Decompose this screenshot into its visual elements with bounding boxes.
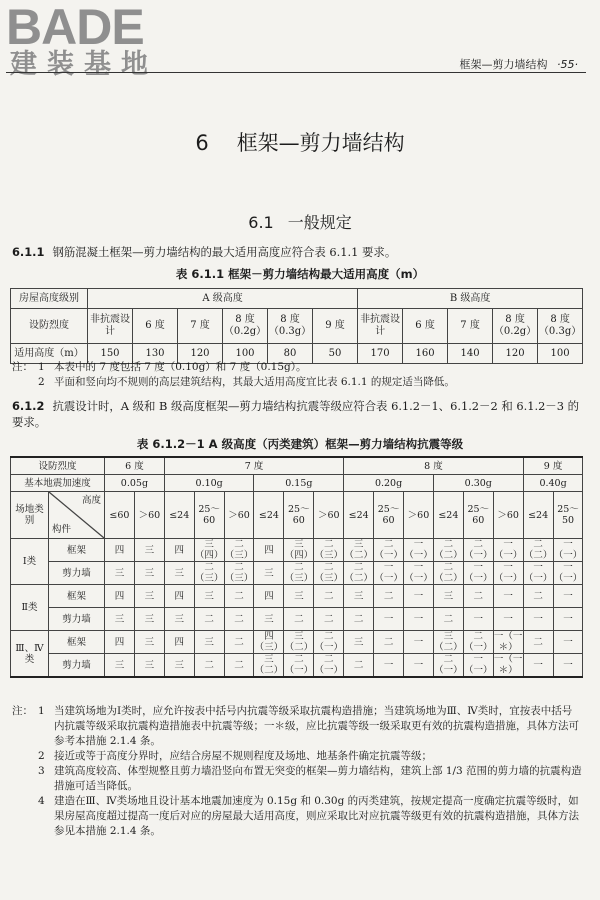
grade-cell: 一（一） [463, 654, 493, 676]
chapter-number: 6 [195, 131, 209, 155]
intensity-cell: 8 度（0.2g） [223, 309, 268, 344]
note-number: 1 [38, 705, 45, 717]
accel-header: 0.15g [254, 475, 344, 492]
grade-cell: 三（四） [284, 539, 314, 561]
height-range-header: ＞60 [314, 492, 344, 539]
grade-cell: 二（二） [344, 562, 373, 584]
grade-cell: 二（三） [284, 562, 314, 584]
table-row-header: 基本地震加速度 [11, 475, 105, 492]
grade-cell: 二（一） [374, 539, 403, 561]
table-6-1-1 [10, 288, 583, 364]
corner-label-member: 构件 [52, 524, 72, 535]
grade-cell: 二 [194, 654, 224, 678]
grade-cell: 三 [254, 608, 284, 631]
height-cell: 140 [448, 344, 493, 364]
note-item [12, 704, 582, 749]
chapter-heading [0, 127, 600, 157]
grade-cell: 一（一＊） [493, 631, 523, 653]
grade-cell: 一 [404, 654, 434, 678]
grade-cell: 二 [523, 631, 553, 654]
grade-cell: 三（二） [434, 631, 463, 653]
note-label: 注： [12, 361, 33, 373]
table-row-header: 适用高度（m） [11, 344, 88, 364]
page-number: ·55· [557, 58, 578, 71]
height-cell: 150 [88, 344, 133, 364]
member-cell: 剪力墙 [49, 608, 105, 631]
grade-cell: 四 [105, 539, 135, 562]
clause-6-1-1 [12, 244, 582, 260]
table-6-1-2-1-notes [12, 704, 582, 839]
clause-6-1-2 [12, 398, 582, 430]
height-range-header: ＞60 [493, 492, 523, 539]
grade-cell: 一（一） [553, 539, 583, 561]
section-title: 一般规定 [287, 213, 352, 232]
note-label [12, 749, 38, 764]
height-range-header: ≤24 [164, 492, 194, 539]
grade-cell: 二 [284, 608, 314, 631]
corner-label-height: 高度 [82, 495, 102, 506]
height-cell: 170 [358, 344, 403, 364]
table-6-1-2-1-title: 表 6.1.2－1 A 级高度（丙类建筑）框架—剪力墙结构抗震等级 [136, 437, 464, 451]
grade-cell: 一（一） [493, 539, 523, 561]
grade-cell: 一 [374, 654, 404, 678]
grade-cell: 三 [254, 562, 284, 585]
grade-cell: 一 [404, 585, 434, 608]
grade-cell: 一（一） [404, 539, 433, 561]
grade-cell: 一 [523, 608, 553, 631]
note-text: 平面和竖向均不规则的高层建筑结构，其最大适用高度宜比表 6.1.1 的规定适当降低。 [54, 376, 455, 388]
accel-header: 0.30g [433, 475, 523, 492]
grade-cell: 二 [433, 608, 463, 631]
grade-cell: 二（一） [314, 654, 343, 676]
grade-cell: 二（二） [434, 562, 463, 584]
grade-cell: 三 [105, 562, 135, 585]
grade-cell: 二（一） [463, 539, 493, 561]
member-cell: 剪力墙 [49, 654, 105, 678]
height-range-header: 25～60 [463, 492, 493, 539]
grade-cell: 三 [433, 585, 463, 608]
grade-cell: 三 [134, 631, 164, 654]
grade-cell: 三（四） [194, 539, 224, 561]
note-text: 建造在Ⅲ、Ⅳ类场地且设计基本地震加速度为 0.15g 和 0.30g 的丙类建筑，按规定提高一度确定抗震等级时，如果房屋高度超过提高一度后对应的房屋最大适用高度，则应采取比对应抗震等级更有效的抗震构造措施，具体方法参见本措施 2.1.4 条。 [54, 795, 579, 837]
note-number: 2 [38, 750, 45, 762]
note-label [12, 764, 38, 794]
grade-cell: 三 [134, 608, 164, 631]
grade-cell: 二 [344, 608, 374, 631]
table-row [11, 562, 583, 585]
intensity-cell: 7 度 [178, 309, 223, 344]
chapter-title: 框架—剪力墙结构 [236, 131, 405, 155]
grade-cell: 二（三） [314, 562, 343, 584]
height-cell: 120 [178, 344, 223, 364]
grade-cell: 四 [254, 539, 284, 562]
grade-cell: 二 [224, 585, 254, 608]
clause-number: 6.1.2 [12, 399, 45, 413]
note-label: 注： [12, 705, 33, 717]
note-item [12, 764, 582, 794]
note-item [12, 375, 582, 390]
height-cell: 50 [313, 344, 358, 364]
member-cell: 剪力墙 [49, 562, 105, 585]
clause-text: 抗震设计时，A 级和 B 级高度框架—剪力墙结构抗震等级应符合表 6.1.2－1、6.1.2－2 和 6.1.2－3 的要求。 [12, 399, 579, 429]
grade-cell: 二 [374, 631, 404, 654]
table-row-header: 设防烈度 [11, 457, 105, 475]
clause-text: 钢筋混凝土框架—剪力墙结构的最大适用高度应符合表 6.1.1 要求。 [52, 245, 397, 259]
table-row [11, 539, 583, 562]
section-heading [0, 210, 600, 233]
grade-cell: 三 [164, 654, 194, 678]
grade-cell: 一（一） [404, 562, 433, 584]
accel-header: 0.10g [164, 475, 254, 492]
height-range-header: ≤24 [344, 492, 374, 539]
height-cell: 160 [403, 344, 448, 364]
grade-cell: 一（一） [463, 562, 493, 584]
grade-cell: 三 [284, 585, 314, 608]
grade-cell: 二（三） [314, 539, 343, 561]
grade-cell: 四 [254, 585, 284, 608]
intensity-cell: 7 度 [448, 309, 493, 344]
grade-cell: 三 [344, 631, 374, 654]
height-range-header: 25～60 [374, 492, 404, 539]
height-range-header: ＞60 [134, 492, 164, 539]
height-range-header: ≤60 [105, 492, 135, 539]
grade-cell: 四 [164, 539, 194, 562]
grade-b-header: B 级高度 [358, 289, 583, 309]
grade-cell: 四 [164, 631, 194, 654]
note-label [12, 375, 38, 390]
height-range-header: ＞60 [224, 492, 254, 539]
grade-cell: 三 [134, 539, 164, 562]
grade-cell: 一（一） [523, 562, 553, 584]
grade-cell: 二 [314, 585, 344, 608]
site-class-header: 场地类别 [11, 492, 49, 539]
site-class-cell: Ⅲ、Ⅳ类 [11, 631, 49, 678]
accel-header: 0.40g [523, 475, 583, 492]
grade-cell: 一（一＊） [493, 654, 523, 676]
grade-cell: 二（一） [434, 654, 463, 676]
grade-cell: 一 [553, 585, 583, 608]
note-item [12, 794, 582, 839]
intensity-cell: 6 度 [403, 309, 448, 344]
grade-cell: 三（二） [284, 631, 314, 653]
note-number: 3 [38, 765, 45, 777]
grade-cell: 三 [105, 608, 135, 631]
height-cell: 120 [493, 344, 538, 364]
accel-header: 0.05g [105, 475, 165, 492]
intensity-cell: 非抗震设计 [358, 309, 403, 344]
note-text: 建筑高度较高、体型规整且剪力墙沿竖向布置无突变的框架—剪力墙结构，建筑上部 1/3 范围的剪力墙的抗震构造措施可适当降低。 [54, 765, 582, 792]
table-row-header: 设防烈度 [11, 309, 88, 344]
table-6-1-1-title: 表 6.1.1 框架－剪力墙结构最大适用高度（m） [175, 267, 425, 281]
grade-cell: 二 [194, 608, 224, 631]
grade-a-header: A 级高度 [88, 289, 358, 309]
grade-cell: 二 [224, 608, 254, 631]
grade-cell: 二 [344, 654, 374, 678]
note-item [12, 360, 582, 375]
grade-cell: 二（三） [224, 539, 254, 561]
note-number: 4 [38, 795, 45, 807]
note-text: 当建筑场地为Ⅰ类时，应允许按表中括号内抗震等级采取抗震构造措施；当建筑场地为Ⅲ、Ⅳ类时，宜按表中括号内抗震等级采取抗震构造措施表中抗震等级；一＊级，应比抗震等级一级采取更有效的抗震构造措施，具体方法可参考本措施 2.1.4 条。 [54, 705, 579, 747]
grade-cell: 一 [553, 654, 583, 678]
note-number: 1 [38, 361, 45, 373]
grade-cell: 二（三） [194, 562, 224, 584]
intensity-header: 9 度 [523, 457, 583, 475]
accel-header: 0.20g [344, 475, 434, 492]
note-text: 接近或等于高度分界时，应结合房屋不规则程度及场地、地基条件确定抗震等级； [54, 750, 432, 762]
grade-cell: 三 [105, 654, 135, 678]
grade-cell: 三 [194, 585, 224, 608]
grade-cell: 二（一） [314, 631, 343, 653]
grade-cell: 四 [164, 585, 194, 608]
member-cell: 框架 [49, 585, 105, 608]
publisher-logo [6, 0, 158, 80]
table-row [11, 654, 583, 678]
intensity-header: 6 度 [105, 457, 165, 475]
grade-cell: 一 [553, 631, 583, 654]
note-item [12, 749, 582, 764]
grade-cell: 三 [164, 562, 194, 585]
intensity-header: 7 度 [164, 457, 343, 475]
height-cell: 130 [133, 344, 178, 364]
intensity-cell: 8 度（0.2g） [493, 309, 538, 344]
grade-cell: 四 [105, 585, 135, 608]
height-cell: 100 [223, 344, 268, 364]
table-row [11, 631, 583, 654]
grade-cell: 一 [523, 654, 553, 678]
table-row [11, 585, 583, 608]
grade-cell: 一（一） [374, 562, 403, 584]
height-range-header: ≤24 [254, 492, 284, 539]
clause-number: 6.1.1 [12, 245, 45, 259]
grade-cell: 一 [404, 631, 434, 654]
grade-cell: 一（一） [553, 562, 583, 584]
table-6-1-1-notes [12, 360, 582, 390]
height-range-header: 25～50 [553, 492, 583, 539]
grade-cell: 四（三） [254, 631, 284, 653]
site-class-cell: Ⅱ类 [11, 585, 49, 631]
grade-cell: 三 [134, 562, 164, 585]
table-6-1-2-1 [10, 456, 583, 678]
table-row-header: 房屋高度级别 [11, 289, 88, 309]
logo-wordmark: BADE [6, 0, 144, 55]
grade-cell: 二 [523, 585, 553, 608]
running-header [460, 56, 579, 72]
height-range-header: ＞60 [404, 492, 434, 539]
grade-cell: 二（一） [463, 631, 493, 653]
note-number: 2 [38, 376, 45, 388]
grade-cell: 一（一） [493, 562, 523, 584]
header-rule [6, 72, 586, 73]
grade-cell: 一 [493, 608, 523, 631]
logo-subtitle: 建装基地 [10, 49, 158, 80]
grade-cell: 二（二） [523, 539, 553, 561]
intensity-cell: 9 度 [313, 309, 358, 344]
grade-cell: 一 [404, 608, 434, 631]
note-text: 本表中的 7 度包括 7 度（0.10g）和 7 度（0.15g）。 [54, 361, 307, 373]
grade-cell: 四 [105, 631, 135, 654]
grade-cell: 三（二） [344, 539, 373, 561]
table-row [11, 608, 583, 631]
intensity-cell: 非抗震设计 [88, 309, 133, 344]
intensity-header: 8 度 [344, 457, 523, 475]
grade-cell: 三 [164, 608, 194, 631]
grade-cell: 三（二） [254, 654, 284, 676]
height-cell: 80 [268, 344, 313, 364]
note-label [12, 794, 38, 839]
grade-cell: 二 [314, 608, 344, 631]
grade-cell: 二 [463, 585, 493, 608]
grade-cell: 三 [134, 585, 164, 608]
height-cell: 100 [538, 344, 583, 364]
member-cell: 框架 [49, 539, 105, 562]
intensity-cell: 8 度（0.3g） [268, 309, 313, 344]
grade-cell: 一 [374, 608, 404, 631]
grade-cell: 二 [224, 654, 254, 678]
grade-cell: 二（一） [284, 654, 314, 676]
height-range-header: ≤24 [433, 492, 463, 539]
intensity-cell: 8 度（0.3g） [538, 309, 583, 344]
grade-cell: 一 [463, 608, 493, 631]
height-range-header: ≤24 [523, 492, 553, 539]
grade-cell: 一 [553, 608, 583, 631]
diagonal-header-cell [49, 492, 105, 539]
grade-cell: 二 [224, 631, 254, 654]
grade-cell: 三 [194, 631, 224, 654]
grade-cell: 二（二） [434, 539, 463, 561]
height-range-header: 25～60 [284, 492, 314, 539]
grade-cell: 二（三） [224, 562, 254, 584]
height-range-header: 25～60 [194, 492, 224, 539]
grade-cell: 三 [344, 585, 374, 608]
member-cell: 框架 [49, 631, 105, 654]
grade-cell: 三 [134, 654, 164, 678]
running-title: 框架—剪力墙结构 [459, 58, 548, 71]
grade-cell: 一 [493, 585, 523, 608]
site-class-cell: Ⅰ类 [11, 539, 49, 585]
section-number: 6.1 [248, 213, 274, 232]
intensity-cell: 6 度 [133, 309, 178, 344]
grade-cell: 二 [374, 585, 404, 608]
